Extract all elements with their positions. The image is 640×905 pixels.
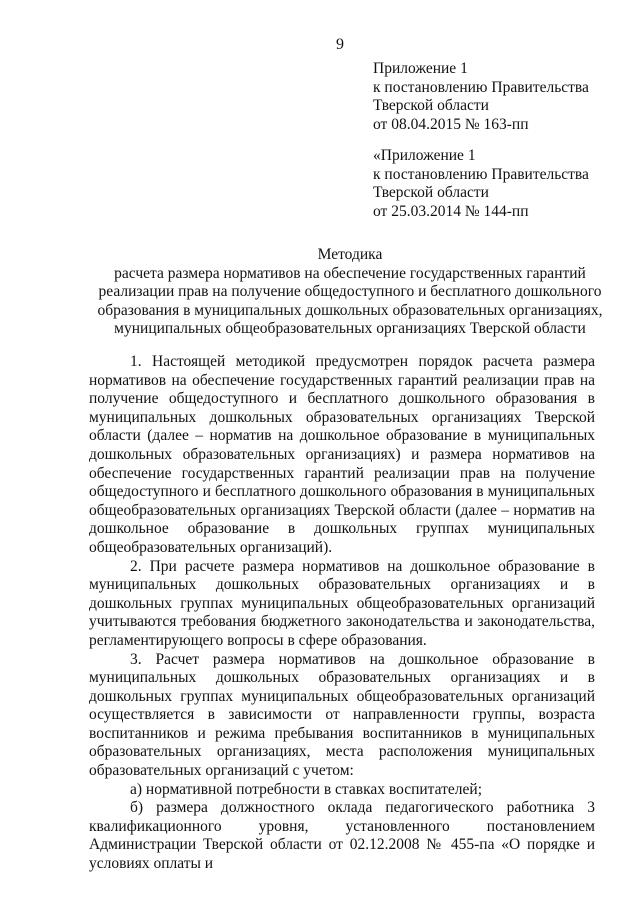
appendix-reference-original <box>373 147 623 221</box>
title-line: образования в муниципальных дошкольных образовательных организациях, <box>97 301 603 319</box>
page-number: 9 <box>336 36 344 53</box>
document-title <box>70 246 630 339</box>
title-line: расчета размера нормативов на обеспечение государственных гарантий <box>114 264 586 282</box>
appendix-reference-current <box>373 60 623 134</box>
appendix-line: от 08.04.2015 № 163-пп <box>373 115 529 133</box>
title-heading: Методика <box>317 246 383 263</box>
appendix-line: «Приложение 1 <box>373 147 476 164</box>
title-line: реализации прав на получение общедоступного и бесплатного дошкольного <box>98 283 602 300</box>
appendix-line: к постановлению Правительства <box>373 165 589 183</box>
paragraph-2: 2. При расчете размера нормативов на дошкольное образование в муниципальных дошкольных образовательных организациях и в дошкольных группах муниципальных общеобразовательных организаций учитываются требования бюджетного законодательства и законодательства, регламентирующего вопросы в сфере образования. <box>89 557 595 649</box>
document-body <box>89 353 595 874</box>
appendix-line: Тверской области <box>373 184 489 201</box>
appendix-line: Тверской области <box>373 97 489 114</box>
appendix-line: от 25.03.2014 № 144-пп <box>373 202 529 220</box>
paragraph-1: 1. Настоящей методикой предусмотрен порядок расчета размера нормативов на обеспечение государственных гарантий реализации прав на получение общедоступного и бесплатного дошкольного образования в муниципальных дошкольных образовательных организациях Тверской области (далее – норматив на дошкольное образование в муниципальных дошкольных образовательных организациях) и размера нормативов на обеспечение государственных гарантий реализации прав на получение общедоступного и бесплатного дошкольного образования в муниципальных общеобразовательных организациях Тверской области (далее – норматив на дошкольное образование в дошкольных группах муниципальных общеобразовательных организаций). <box>89 353 595 556</box>
paragraph-3: 3. Расчет размера нормативов на дошкольное образование в муниципальных дошкольных образовательных организациях и в дошкольных группах муниципальных общеобразовательных организаций осуществляется в зависимости от направленности группы, возраста воспитанников и режима пребывания воспитанников в муниципальных образовательных организациях, места расположения муниципальных образовательных организаций с учетом: <box>89 650 595 780</box>
appendix-line: к постановлению Правительства <box>373 78 589 96</box>
appendix-line: Приложение 1 <box>373 60 468 77</box>
paragraph-3b: б) размера должностного оклада педагогического работника 3 квалификационного уровня, установленного постановлением Администрации Тверской области от 02.12.2008 № 455-па «О порядке и условиях оплаты и <box>89 799 595 873</box>
paragraph-3a: а) нормативной потребности в ставках воспитателей; <box>130 780 482 798</box>
title-line: муниципальных общеобразовательных организациях Тверской области <box>114 320 586 337</box>
